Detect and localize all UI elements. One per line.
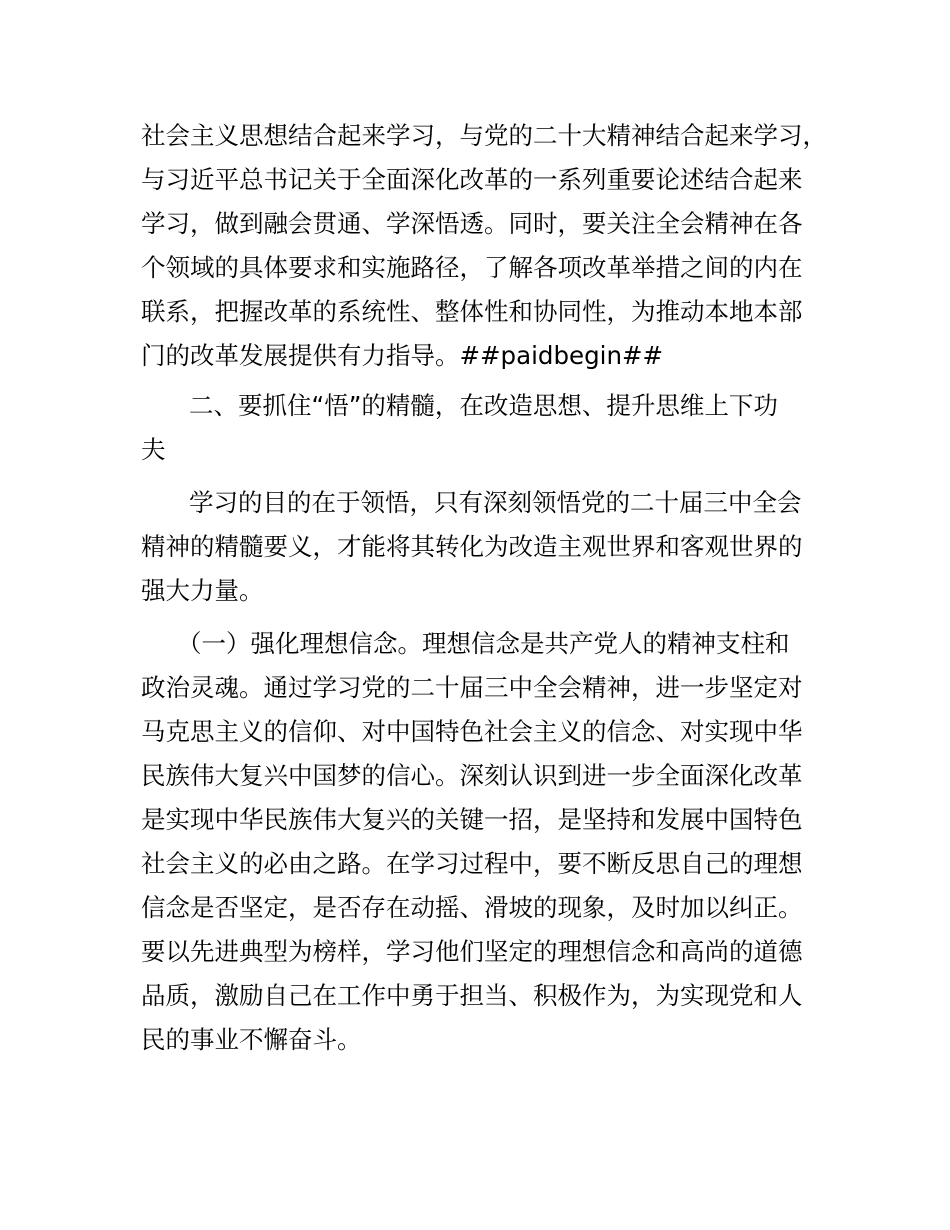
subsection-start-line: （一）强化理想信念。理想信念是共产党人的精神支柱和 <box>177 629 790 658</box>
text-line: 信念是否坚定，是否存在动摇、滑坡的现象，及时加以纠正。 <box>141 893 803 922</box>
text-line: 精神的精髓要义，才能将其转化为改造主观世界和客观世界的 <box>141 532 803 561</box>
text-line: 社会主义思想结合起来学习，与党的二十大精神结合起来学习， <box>141 121 827 150</box>
text-line: 品质，激励自己在工作中勇于担当、积极作为，为实现党和人 <box>141 981 803 1010</box>
text-line: 马克思主义的信仰、对中国特色社会主义的信念、对实现中华 <box>141 717 803 746</box>
text-line: 是实现中华民族伟大复兴的关键一招，是坚持和发展中国特色 <box>141 805 803 834</box>
text-line: 个领域的具体要求和实施路径，了解各项改革举措之间的内在 <box>141 253 803 282</box>
text-line: 学习的目的在于领悟，只有深刻领悟党的二十届三中全会 <box>189 488 802 517</box>
section-heading: 二、要抓住“悟”的精髓，在改造思想、提升思维上下功 <box>189 391 778 420</box>
text-line: 民族伟大复兴中国梦的信心。深刻认识到进一步全面深化改革 <box>141 761 803 790</box>
text-line: 学习，做到融会贯通、学深悟透。同时，要关注全会精神在各 <box>141 209 803 238</box>
text-line: 社会主义的必由之路。在学习过程中，要不断反思自己的理想 <box>141 849 803 878</box>
text-line: 联系，把握改革的系统性、整体性和协同性，为推动本地本部 <box>141 297 803 326</box>
text-line: 门的改革发展提供有力指导。##paidbegin## <box>141 341 664 370</box>
text-line: 要以先进典型为榜样，学习他们坚定的理想信念和高尚的道德 <box>141 937 803 966</box>
text-line: 与习近平总书记关于全面深化改革的一系列重要论述结合起来 <box>141 165 803 194</box>
text-line: 民的事业不懈奋斗。 <box>141 1025 362 1054</box>
section-heading-continued: 夫 <box>141 435 166 464</box>
text-line: 强大力量。 <box>141 576 264 605</box>
text-line: 政治灵魂。通过学习党的二十届三中全会精神，进一步坚定对 <box>141 673 803 702</box>
